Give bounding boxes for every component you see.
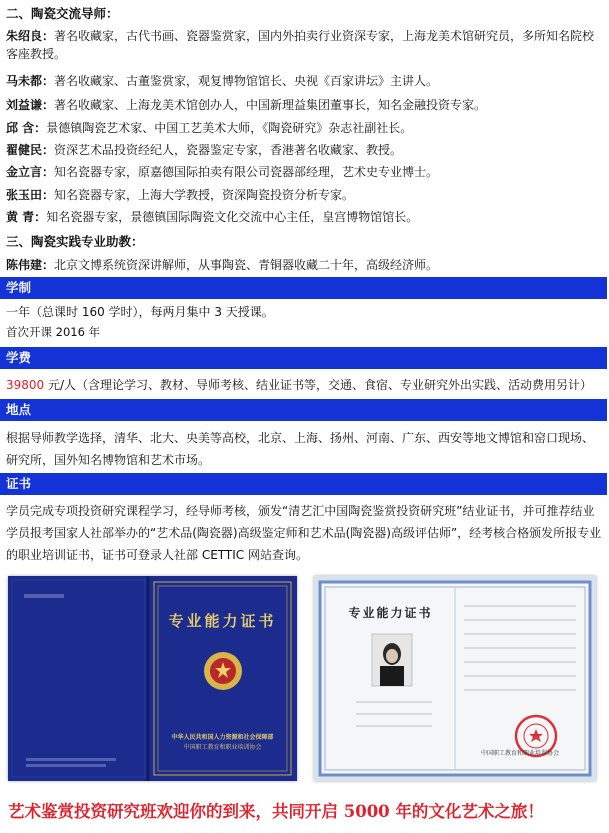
footer-banner: 艺术鉴赏投资研究班欢迎你的到来，共同开启 5000 年的文化艺术之旅！ <box>8 802 544 821</box>
mentor-name: 朱绍良： <box>6 29 55 43</box>
assistant-desc: 北京文博系统资深讲解师，从事陶瓷、青铜器收藏二十年，高级经济师。 <box>54 258 439 272</box>
cover-issuer-2: 中国职工教育和职业培训协会 <box>183 744 262 751</box>
mentor-name: 马未都： <box>6 74 55 88</box>
mentor-desc: 知名瓷器专家，景德镇国际陶瓷文化交流中心主任，皇宫博物馆馆长。 <box>46 210 419 224</box>
section2-heading: 二、陶瓷交流导师： <box>6 6 119 21</box>
mentor-desc: 著名收藏家、上海龙美术馆创办人，中国新理益集团董事长，知名金融投资专家。 <box>54 98 487 112</box>
schedule-bar: 学制 <box>0 277 607 299</box>
certificate-text: 学员完成专项投资研究课程学习，经导师考核，颁发“清艺汇中国陶瓷鉴赏投资研究班”结业证书，并可推荐结业学员报考国家人社部举办的“艺术品(陶瓷器)高级鉴定师和艺术品(陶瓷器)高级评估师”，经考核合格颁发所报专业的职业培训证书，证书可登录人社部 CETTIC 网站查询。 <box>6 504 602 562</box>
location-text: 根据导师教学选择，清华、北大、央美等高校，北京、上海、扬州、河南、广东、西安等地文博馆和窑口现场、研究所，国外知名博物馆和艺术市场。 <box>6 431 595 467</box>
fee-bar: 学费 <box>0 347 607 369</box>
fee-line <box>6 376 605 394</box>
mentor-desc: 知名瓷器专家，上海大学教授，资深陶瓷投资分析专家。 <box>54 188 355 202</box>
mentor-item <box>6 27 605 63</box>
mentor-item <box>6 186 605 204</box>
mentor-name: 刘益谦： <box>6 98 55 112</box>
cover-issuer-1: 中华人民共和国人力资源和社会保障部 <box>171 734 274 741</box>
mentor-name: 翟健民： <box>6 143 55 157</box>
mentor-desc: 著名收藏家，古代书画、瓷器鉴赏家，国内外拍卖行业资深专家，上海龙美术馆研究员，多所知名院校客座教授。 <box>6 29 595 61</box>
mentor-item <box>6 208 605 226</box>
certificate-bar: 证书 <box>0 473 607 495</box>
inner-title: 专业能力证书 <box>348 606 433 620</box>
mentor-item <box>6 72 605 90</box>
cover-title: 专业能力证书 <box>168 612 277 630</box>
assistant-item <box>6 256 605 274</box>
fee-rest: 元/人（含理论学习、教材、导师考核、结业证书等，交通、食宿、专业研究外出实践、活动费用另计） <box>44 378 593 392</box>
mentor-name: 邱 含： <box>6 121 47 135</box>
mentor-desc: 知名瓷器专家，原嘉德国际拍卖有限公司瓷器部经理，艺术史专业博士。 <box>54 165 439 179</box>
mentor-desc: 著名收藏家、古董鉴赏家，观复博物馆馆长、央视《百家讲坛》主讲人。 <box>54 74 439 88</box>
mentor-desc: 资深艺术品投资经纪人，瓷器鉴定专家，香港著名收藏家、教授。 <box>54 143 403 157</box>
mentor-name: 张玉田： <box>6 188 55 202</box>
mentor-name: 金立言： <box>6 165 55 179</box>
schedule-line1: 一年（总课时 160 学时），每两月集中 3 天授课。 <box>6 305 274 319</box>
certificate-inner-image <box>314 576 596 781</box>
mentor-desc: 景德镇陶瓷艺术家、中国工艺美术大师，《陶瓷研究》杂志社副社长。 <box>46 121 413 135</box>
location-bar: 地点 <box>0 399 607 421</box>
fee-amount: 39800 <box>6 378 45 392</box>
inner-issuer: 中国职工教育和职业培训协会 <box>480 750 559 757</box>
mentor-item <box>6 119 605 137</box>
mentor-name: 黄 青： <box>6 210 47 224</box>
mentor-item <box>6 96 605 114</box>
assistant-name: 陈伟建： <box>6 258 55 272</box>
schedule-line2: 首次开课 2016 年 <box>6 325 101 339</box>
section3-heading: 三、陶瓷实践专业助教： <box>6 234 144 249</box>
mentor-item <box>6 141 605 159</box>
certificate-cover-image <box>8 576 297 781</box>
mentor-item <box>6 163 605 181</box>
